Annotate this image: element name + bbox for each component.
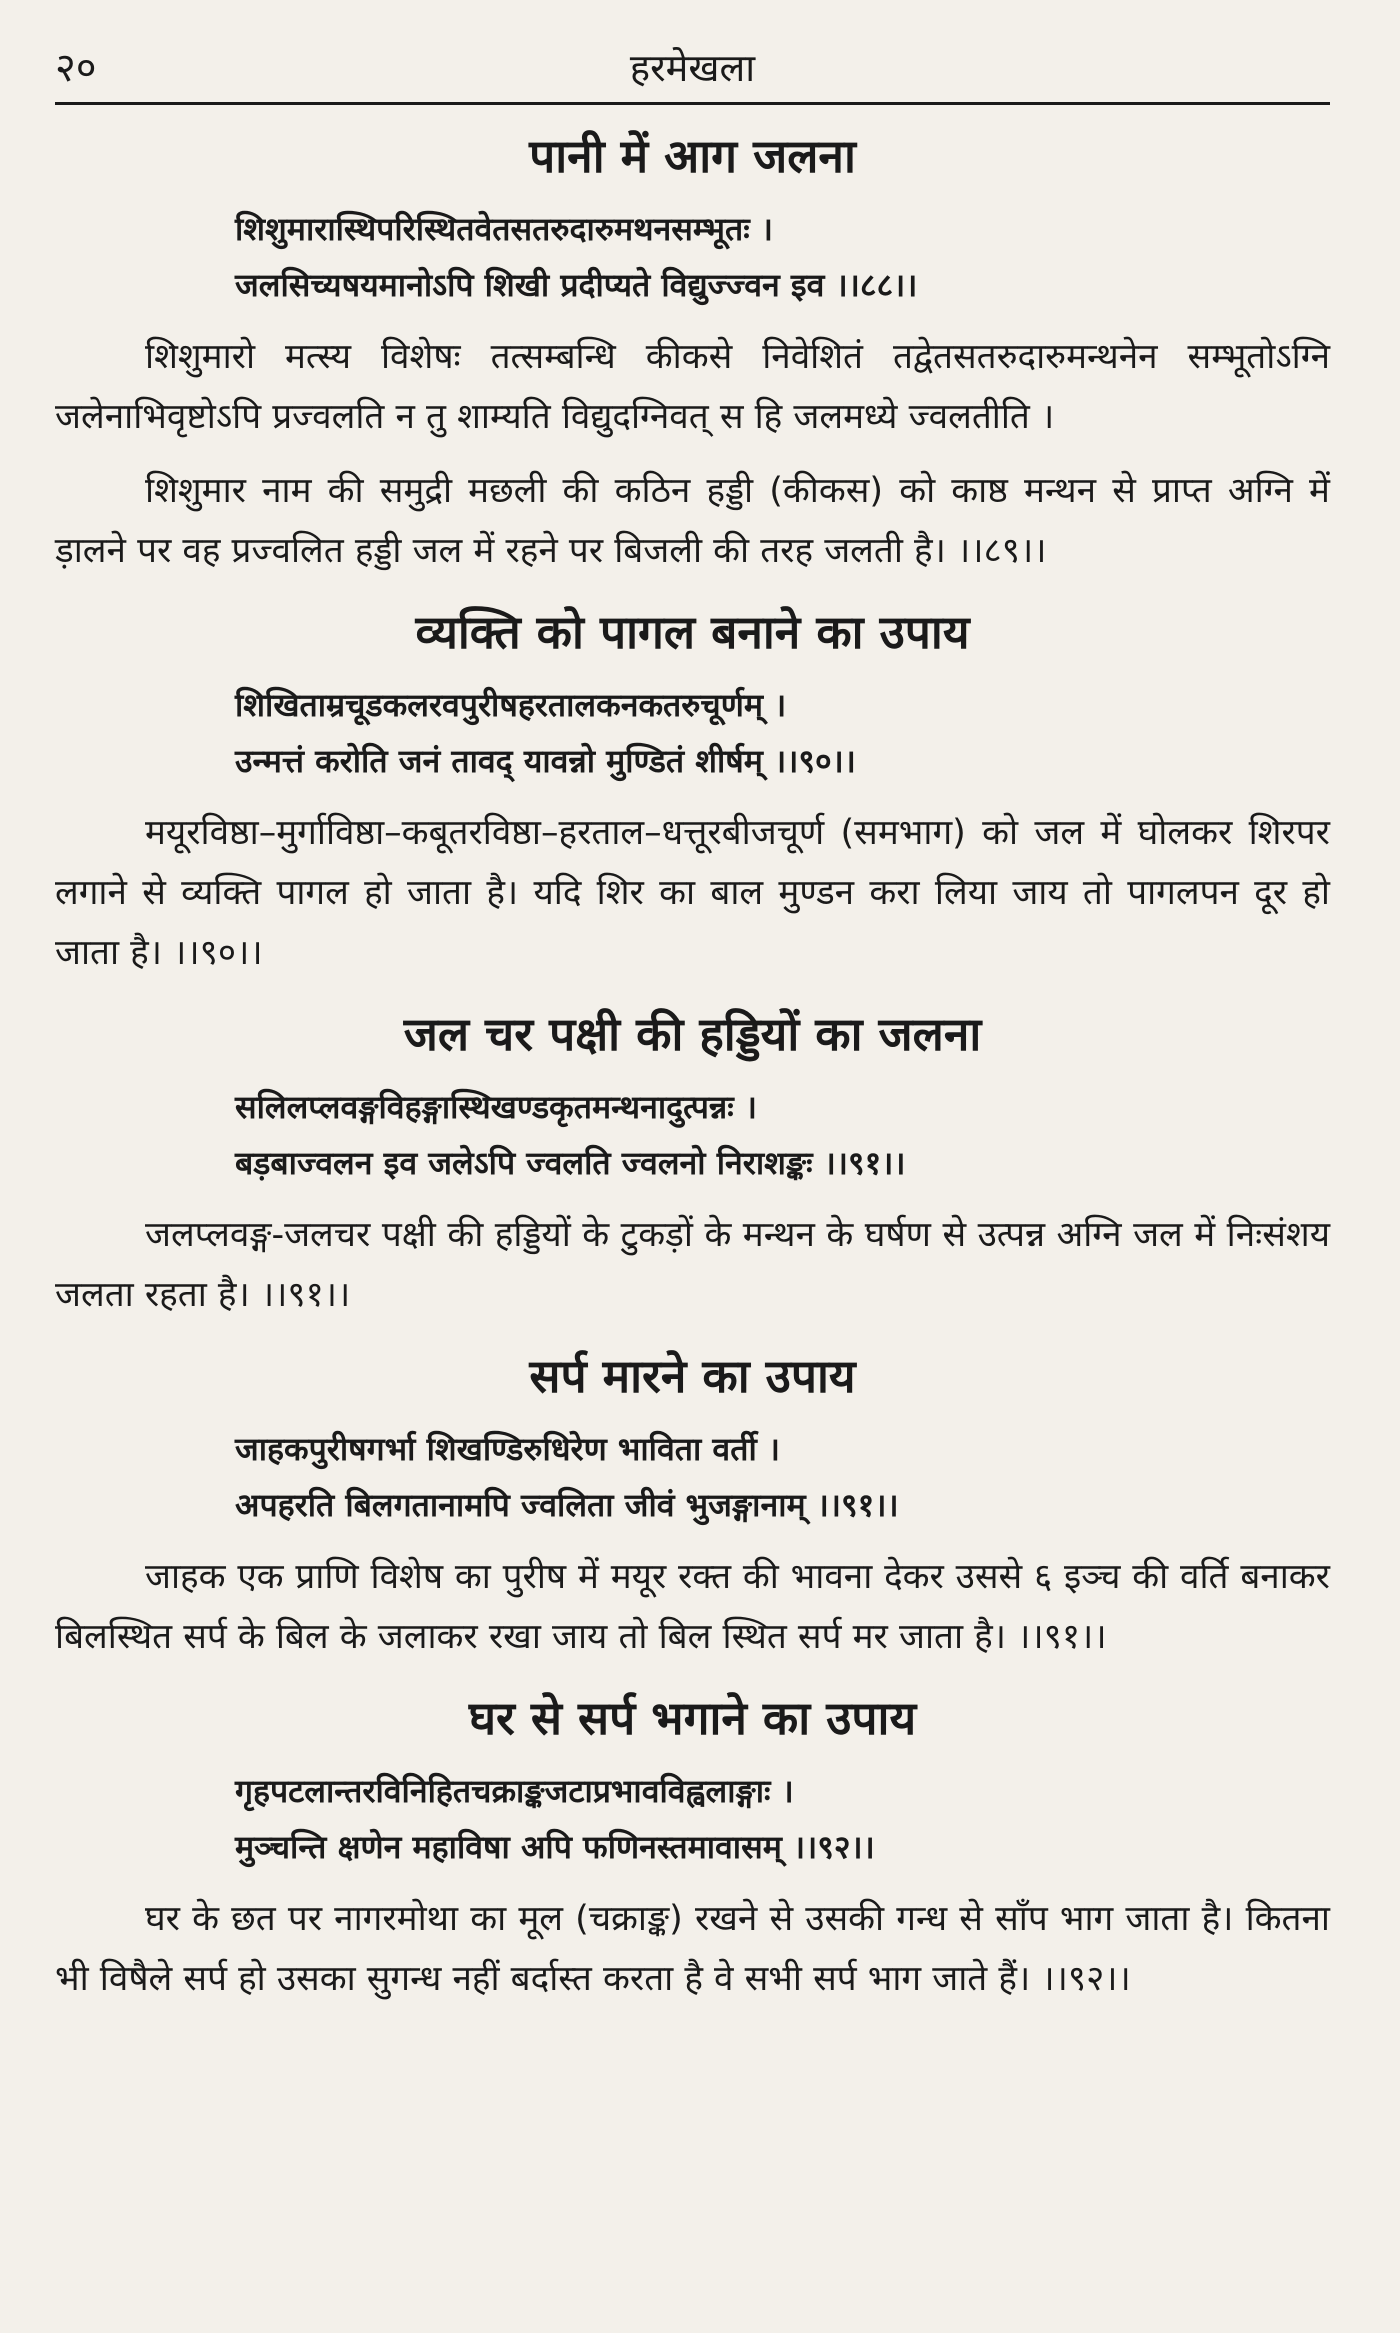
verse-line: जाहकपुरीषगर्भा शिखण्डिरुधिरेण भाविता वर्ती । [235, 1430, 781, 1468]
verse-line: शिशुमारास्थिपरिस्थितवेतसतरुदारुमथनसम्भूतः । [235, 210, 773, 248]
section-water-fire [55, 125, 1330, 581]
verse-line: जलसिच्यषयमानोऽपि शिखी प्रदीप्यते विद्युज्ज्वन इव ।।८८।। [235, 266, 918, 304]
commentary-paragraph: शिशुमारो मत्स्य विशेषः तत्सम्बन्धि कीकसे निवेशितं तद्वेतसतरुदारुमन्थनेन सम्भूतोऽग्नि जलेनाभिवृष्टोऽपि प्रज्वलति न तु शाम्यति विद्युदग्निवत् स हि जलमध्ये ज्वलतीति । [55, 337, 1330, 437]
section-heading: घर से सर्प भगाने का उपाय [468, 1691, 917, 1745]
verse-line: उन्मत्तं करोति जनं तावद् यावन्नो मुण्डितं शीर्षम् ।।९०।। [235, 742, 856, 780]
commentary-paragraph: शिशुमार नाम की समुद्री मछली की कठिन हड्डी (कीकस) को काष्ठ मन्थन से प्राप्त अग्नि में ड़ालने पर वह प्रज्वलित हड्डी जल में रहने पर बिजली की तरह जलती है। ।।८९।। [55, 471, 1330, 571]
section-heading: जल चर पक्षी की हड्डियों का जलना [403, 1007, 982, 1061]
verse-line: अपहरति बिलगतानामपि ज्वलिता जीवं भुजङ्गानाम् ।।९१।। [235, 1486, 899, 1524]
section-madness-remedy [55, 601, 1330, 983]
commentary-paragraph: जाहक एक प्राणि विशेष का पुरीष में मयूर रक्त की भावना देकर उससे ६ इञ्च की वर्ति बनाकर बिलस्थित सर्प के बिल के जलाकर रखा जाय तो बिल स्थित सर्प मर जाता है। ।।९१।। [55, 1557, 1330, 1657]
verse-line: बड़बाज्वलन इव जलेऽपि ज्वलति ज्वलनो निराशङ्कः ।।९१।। [235, 1144, 906, 1182]
commentary-paragraph: मयूरविष्ठा–मुर्गाविष्ठा–कबूतरविष्ठा–हरताल–धत्तूरबीजचूर्ण (समभाग) को जल में घोलकर शिरपर लगाने से व्यक्ति पागल हो जाता है। यदि शिर का बाल मुण्डन करा लिया जाय तो पागलपन दूर हो जाता है। ।।९०।। [55, 813, 1330, 973]
section-heading: व्यक्ति को पागल बनाने का उपाय [415, 605, 970, 659]
section-kill-snake [55, 1345, 1330, 1667]
page-number: २० [55, 45, 97, 91]
section-heading: पानी में आग जलना [529, 129, 856, 183]
verse-line: मुञ्चन्ति क्षणेन महाविषा अपि फणिनस्तमावासम् ।।९२।। [235, 1828, 875, 1866]
section-bird-bones [55, 1003, 1330, 1325]
section-heading: सर्प मारने का उपाय [529, 1349, 856, 1403]
commentary-paragraph: घर के छत पर नागरमोथा का मूल (चक्राङ्क) रखने से उसकी गन्ध से साँप भाग जाता है। कितना भी विषैले सर्प हो उसका सुगन्ध नहीं बर्दास्त करता है वे सभी सर्प भाग जाते हैं। ।।९२।। [55, 1899, 1330, 1999]
verse-line: शिखिताम्रचूडकलरवपुरीषहरतालकनकतरुचूर्णम् । [235, 686, 787, 724]
running-header [55, 40, 1330, 105]
commentary-paragraph: जलप्लवङ्ग-जलचर पक्षी की हड्डियों के टुकड़ों के मन्थन के घर्षण से उत्पन्न अग्नि जल में निःसंशय जलता रहता है। ।।९१।। [55, 1215, 1330, 1315]
section-drive-snake [55, 1687, 1330, 2009]
verse-line: गृहपटलान्तरविनिहितचक्राङ्कजटाप्रभावविह्वलाङ्गाः । [235, 1772, 794, 1810]
book-title: हरमेखला [629, 46, 756, 90]
verse-line: सलिलप्लवङ्गविहङ्गास्थिखण्डकृतमन्थनादुत्पन्नः । [235, 1088, 757, 1126]
